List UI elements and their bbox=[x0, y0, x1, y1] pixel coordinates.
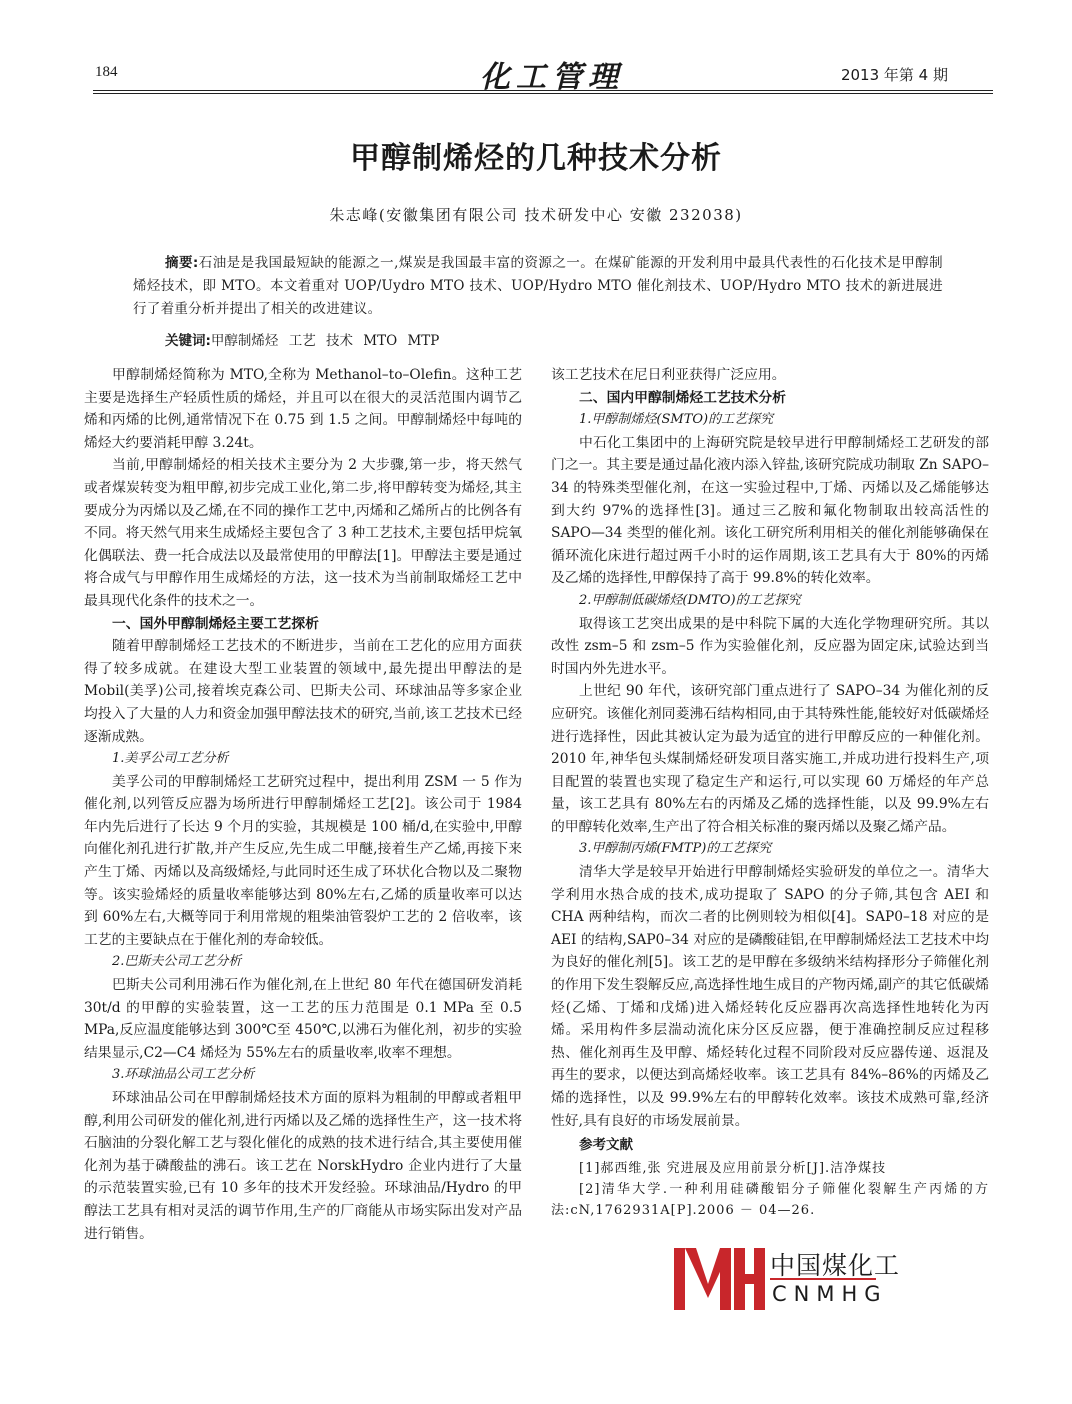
watermark bbox=[672, 1244, 904, 1316]
paragraph: 中石化工集团中的上海研究院是较早进行甲醇制烯烃工艺研发的部门之一。其主要是通过晶化液内添入锌盐,该研究院成功制取 Zn SAPO–34 的特殊类型催化剂，在这一实验过程中,丁烯、丙烯以及乙烯能够达到大约 97%的选择性[3]。通过三乙胺和氟化物制取出较高活性的 SAPO—34 类型的催化剂。该化工研究所利用相关的催化剂能够确保在循环流化床进行超过两千小时的运作周期,该工艺具有大于 80%的丙烯及乙烯的选择性,甲醇保持了高于 99.8%的转化效率。 bbox=[551, 434, 989, 587]
paragraph: 该工艺技术在尼日利亚获得广泛应用。 bbox=[551, 367, 786, 383]
keywords-label: 关键词: bbox=[165, 333, 211, 349]
watermark-en: CNMHG bbox=[772, 1282, 888, 1306]
issue-label: 2013 年第 4 期 bbox=[840, 66, 948, 84]
section-heading: 二、国内甲醇制烯烃工艺技术分析 bbox=[579, 389, 786, 406]
subsection-heading: 1.甲醇制烯烃(SMTO)的工艺探究 bbox=[579, 412, 774, 428]
left-column bbox=[84, 364, 522, 1245]
subsection-heading: 1.美孚公司工艺分析 bbox=[112, 751, 229, 767]
header-rule bbox=[93, 90, 993, 91]
reference-item: [1]郝西维,张 究进展及应用前景分析[J].洁净煤技 bbox=[579, 1161, 887, 1177]
paragraph: 清华大学是较早开始进行甲醇制烯烃实验研发的单位之一。清华大学利用水热合成的技术,成功提取了 SAPO 的分子筛,其包含 AEI 和 CHA 两种结构，而次二者的比例则较为相似[4]。SAP0–18 对应的是 AEI 的结构,SAP0–34 对应的是磷酸硅铝,在甲醇制烯烃法工艺技术中均为良好的催化剂[5]。该工艺的是甲醇在多级纳米结构择形分子筛催化剂的作用下发生裂解反应,高选择性地生成目的产物丙烯,副产的其它低碳烯烃(乙烯、丁烯和戊烯)进入烯烃转化反应器再次高选择性地转化为丙烯。采用构件多层湍动流化床分区反应器，便于准确控制反应过程移热、催化剂再生及甲醇、烯烃转化过程不同阶段对反应器传递、返混及再生的要求，以便达到高烯烃收率。该工艺具有 84%–86%的丙烯及乙烯的选择性，以及 99.9%左右的甲醇转化效率。该技术成熟可靠,经济性好,具有良好的市场发展前景。 bbox=[551, 864, 989, 1129]
paragraph: 美孚公司的甲醇制烯烃工艺研究过程中，提出利用 ZSM 一 5 作为催化剂,以列管反应器为场所进行甲醇制烯烃工艺[2]。该公司于 1984 年内先后进行了长达 9 个月的实验，其规模是 100 桶/d,在实验中,甲醇向催化剂孔进行扩散,并产生反应,先生成二甲醚,接着生产乙烯,再接下来产生丁烯、丙烯以及高级烯烃,与此同时还生成了环状化合物以及二聚物等。该实验烯烃的质量收率能够达到 80%左右,乙烯的质量收率可以达到 60%左右,大概等同于利用常规的粗柴油管裂炉工艺的 2 倍收率，该工艺的主要缺点在于催化剂的寿命较低。 bbox=[84, 773, 522, 948]
paragraph: 上世纪 90 年代，该研究部门重点进行了 SAPO–34 为催化剂的反应研究。该催化剂同菱沸石结构相同,由于其特殊性能,能较好对低碳烯烃进行选择性，因此其被认定为最为适宜的进行甲醇反应的一种催化剂。2010 年,神华包头煤制烯烃研发项目落实施工,并成功进行投料生产,项目配置的装置也实现了稳定生产和运行,可以实现 60 万烯烃的年产总量，该工艺具有 80%左右的丙烯及乙烯的选择性能，以及 99.9%左右的甲醇转化效率,生产出了符合相关标准的聚丙烯以及聚乙烯产品。 bbox=[551, 683, 989, 835]
paragraph: 甲醇制烯烃简称为 MTO,全称为 Methanol–to–Olefin。这种工艺主要是选择生产轻质性质的烯烃，并且可以在很大的灵活范围内调节乙烯和丙烯的比例,通常情况下在 0.75 到 1.5 之间。甲醇制烯烃中每吨的烯烃大约要消耗甲醇 3.24t。 bbox=[84, 367, 522, 451]
subsection-heading: 3.甲醇制丙烯(FMTP)的工艺探究 bbox=[579, 841, 772, 857]
keywords bbox=[165, 330, 439, 353]
header-rule-secondary bbox=[93, 93, 993, 94]
abstract-label: 摘要: bbox=[165, 255, 199, 271]
watermark-cn: 中国煤化工 bbox=[770, 1251, 901, 1280]
references-heading: 参考文献 bbox=[579, 1137, 633, 1154]
reference-item: [2]清华大学.一种利用硅磷酸铝分子筛催化裂解生产丙烯的方法:cN,1762931A[P].2006 － 04—26. bbox=[551, 1182, 989, 1219]
right-column bbox=[551, 364, 989, 1221]
abstract-text: 石油是是我国最短缺的能源之一,煤炭是我国最丰富的资源之一。在煤矿能源的开发利用中最具代表性的石化技术是甲醇制烯烃技术，即 MTO。本文着重对 UOP/Uydro MTO 技术、UOP/Hydro MTO 催化剂技术、UOP/Hydro MTO 技术的新进展进行了着重分析并提出了相关的改进建议。 bbox=[133, 255, 943, 317]
watermark-divider bbox=[770, 1278, 876, 1280]
keywords-text: 甲醇制烯烃 工艺 技术 MTO MTP bbox=[210, 333, 440, 349]
subsection-heading: 2.巴斯夫公司工艺分析 bbox=[112, 954, 242, 970]
paragraph: 随着甲醇制烯烃工艺技术的不断进步，当前在工艺化的应用方面获得了较多成就。在建设大型工业装置的领域中,最先提出甲醇法的是 Mobil(美孚)公司,接着埃克森公司、巴斯夫公司、环球油品等多家企业均投入了大量的人力和资金加强甲醇法技术的研究,当前,该工艺技术已经逐渐成熟。 bbox=[84, 638, 522, 745]
abstract bbox=[133, 252, 943, 321]
subsection-heading: 2.甲醇制低碳烯烃(DMTO)的工艺探究 bbox=[579, 592, 801, 608]
author-line: 朱志峰(安徽集团有限公司 技术研发中心 安徽 232038) bbox=[329, 206, 743, 224]
journal-name: 化工管理 bbox=[480, 60, 624, 95]
watermark-logo-icon bbox=[672, 1246, 767, 1312]
subsection-heading: 3.环球油品公司工艺分析 bbox=[112, 1067, 255, 1083]
paragraph: 当前,甲醇制烯烃的相关技术主要分为 2 大步骤,第一步，将天然气或者煤炭转变为粗甲醇,初步完成工业化,第二步,将甲醇转变为烯烃,其主要成分为丙烯以及乙烯,在不同的操作工艺中,丙烯和乙烯所占的比例各有不同。将天然气用来生成烯烃主要包含了 3 种工艺技术,主要包括甲烷氧化偶联法、费一托合成法以及最常使用的甲醇法[1]。甲醇法主要是通过将合成气与甲醇作用生成烯烃的方法，这一技术为当前制取烯烃工艺中最具现代化条件的技术之一。 bbox=[84, 457, 522, 609]
section-heading: 一、国外甲醇制烯烃主要工艺探析 bbox=[112, 615, 319, 632]
page-number: 184 bbox=[95, 64, 118, 80]
article-title: 甲醇制烯烃的几种技术分析 bbox=[350, 141, 722, 176]
paragraph: 环球油品公司在甲醇制烯烃技术方面的原料为粗制的甲醇或者粗甲醇,利用公司研发的催化剂,进行丙烯以及乙烯的选择性生产，这一技术将石脑油的分裂化解工艺与裂化催化的成熟的技术进行结合,其主要使用催化剂为基于磷酸盐的沸石。该工艺在 NorskHydro 企业内进行了大量的示范装置实验,已有 10 多年的技术开发经验。环球油品/Hydro 的甲醇法工艺具有相对灵活的调节作用,生产的厂商能从市场实际出发对产品进行销售。 bbox=[84, 1090, 522, 1242]
paragraph: 取得该工艺突出成果的是中科院下属的大连化学物理研究所。其以改性 zsm–5 和 zsm–5 作为实验催化剂，反应器为固定床,试验达到当时国内外先进水平。 bbox=[551, 615, 989, 677]
paragraph: 巴斯夫公司利用沸石作为催化剂,在上世纪 80 年代在德国研发消耗 30t/d 的甲醇的实验装置，这一工艺的压力范围是 0.1 MPa 至 0.5 MPa,反应温度能够达到 300℃至 450℃,以沸石为催化剂，初步的实验结果显示,C2—C4 烯烃为 55%左右的质量收率,收率不理想。 bbox=[84, 977, 522, 1061]
